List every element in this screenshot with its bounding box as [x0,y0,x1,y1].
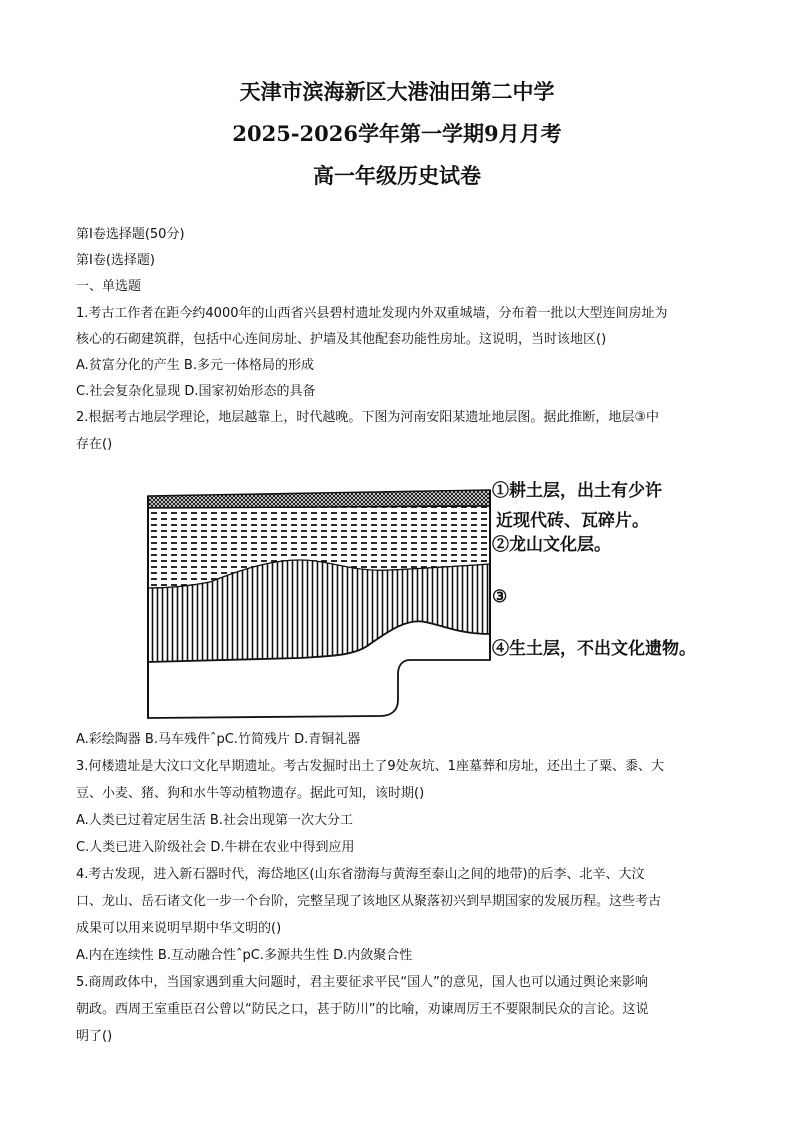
part-heading: 第Ⅰ卷选择题(50分) [76,227,185,242]
q1-options-cd: C.社会复杂化显现 D.国家初始形态的具备 [76,384,316,400]
label-layer-1a: ①耕土层，出土有少许 [492,481,662,501]
label-layer-4: ④生土层，不出文化遗物。 [492,639,696,659]
q3-stem-line2: 豆、小麦、猪、狗和水牛等动植物遗存。据此可知，该时期() [76,786,425,801]
part-subheading: 第Ⅰ卷(选择题) [76,253,155,269]
q5-stem-line1: 5.商周政体中，当国家遇到重大问题时，君主要征求平民“国人”的意见，国人也可以通过舆论来影响 [76,975,648,990]
q3-options-ab: A.人类已过着定居生活 B.社会出现第一次大分工 [76,813,353,828]
q3-stem-line1: 3.何楼遗址是大汶口文化早期遗址。考古发掘时出土了9处灰坑、1座墓葬和房址，还出土了粟、黍、大 [76,759,664,774]
label-layer-1b: 近现代砖、瓦碎片。 [496,511,649,531]
q2-stem-line1: 2.根据考古地层学理论，地层越靠上，时代越晚。下图为河南安阳某遗址地层图。据此推断，地层③中 [76,410,660,426]
exam-title: 2025-2026学年第一学期9月月考 [232,121,562,146]
q1-options-ab: A.贫富分化的产生 B.多元一体格局的形成 [76,357,314,373]
q4-stem-line3: 成果可以用来说明早期中华文明的() [76,921,282,936]
q5-stem-line2: 朝政。西周王室重臣召公曾以“防民之口，甚于防川”的比喻，劝谏周厉王不要限制民众的言论。这说 [76,1002,649,1017]
q1-stem-line1: 1.考古工作者在距今约4000年的山西省兴县碧村遗址发现内外双重城墙，分布着一批以大型连间房址为 [76,305,668,321]
question-type-heading: 一、单选题 [76,279,142,295]
q4-options: A.内在连续性 B.互动融合性ˆpC.多源共生性 D.内敛聚合性 [76,948,413,963]
q2-stem-line2: 存在() [76,436,113,452]
q1-stem-line2: 核心的石砌建筑群，包括中心连间房址、护墙及其他配套功能性房址。这说明，当时该地区() [76,331,607,347]
q4-stem-line2: 口、龙山、岳石诸文化一步一个台阶，完整呈现了该地区从聚落初兴到早期国家的发展历程。这些考古 [76,894,662,909]
label-layer-3: ③ [492,587,508,607]
q2-options: A.彩绘陶器 B.马车残件ˆpC.竹简残片 D.青铜礼器 [76,732,361,747]
stratigraphy-figure [140,474,760,724]
school-title: 天津市滨海新区大港油田第二中学 [239,79,555,104]
questions-upper [76,222,720,458]
q5-stem-line3: 明了() [76,1029,113,1044]
layer-1-topsoil [148,490,490,508]
stratigraphy-diagram [140,474,760,724]
label-layer-2: ②龙山文化层。 [492,535,611,555]
questions-lower [76,726,720,1050]
subject-title: 高一年级历史试卷 [313,163,481,188]
q4-stem-line1: 4.考古发现，进入新石器时代，海岱地区(山东省渤海与黄海至泰山之间的地带)的后李、北辛、大汶 [76,867,645,882]
q3-options-cd: C.人类已进入阶级社会 D.牛耕在农业中得到应用 [76,840,355,855]
